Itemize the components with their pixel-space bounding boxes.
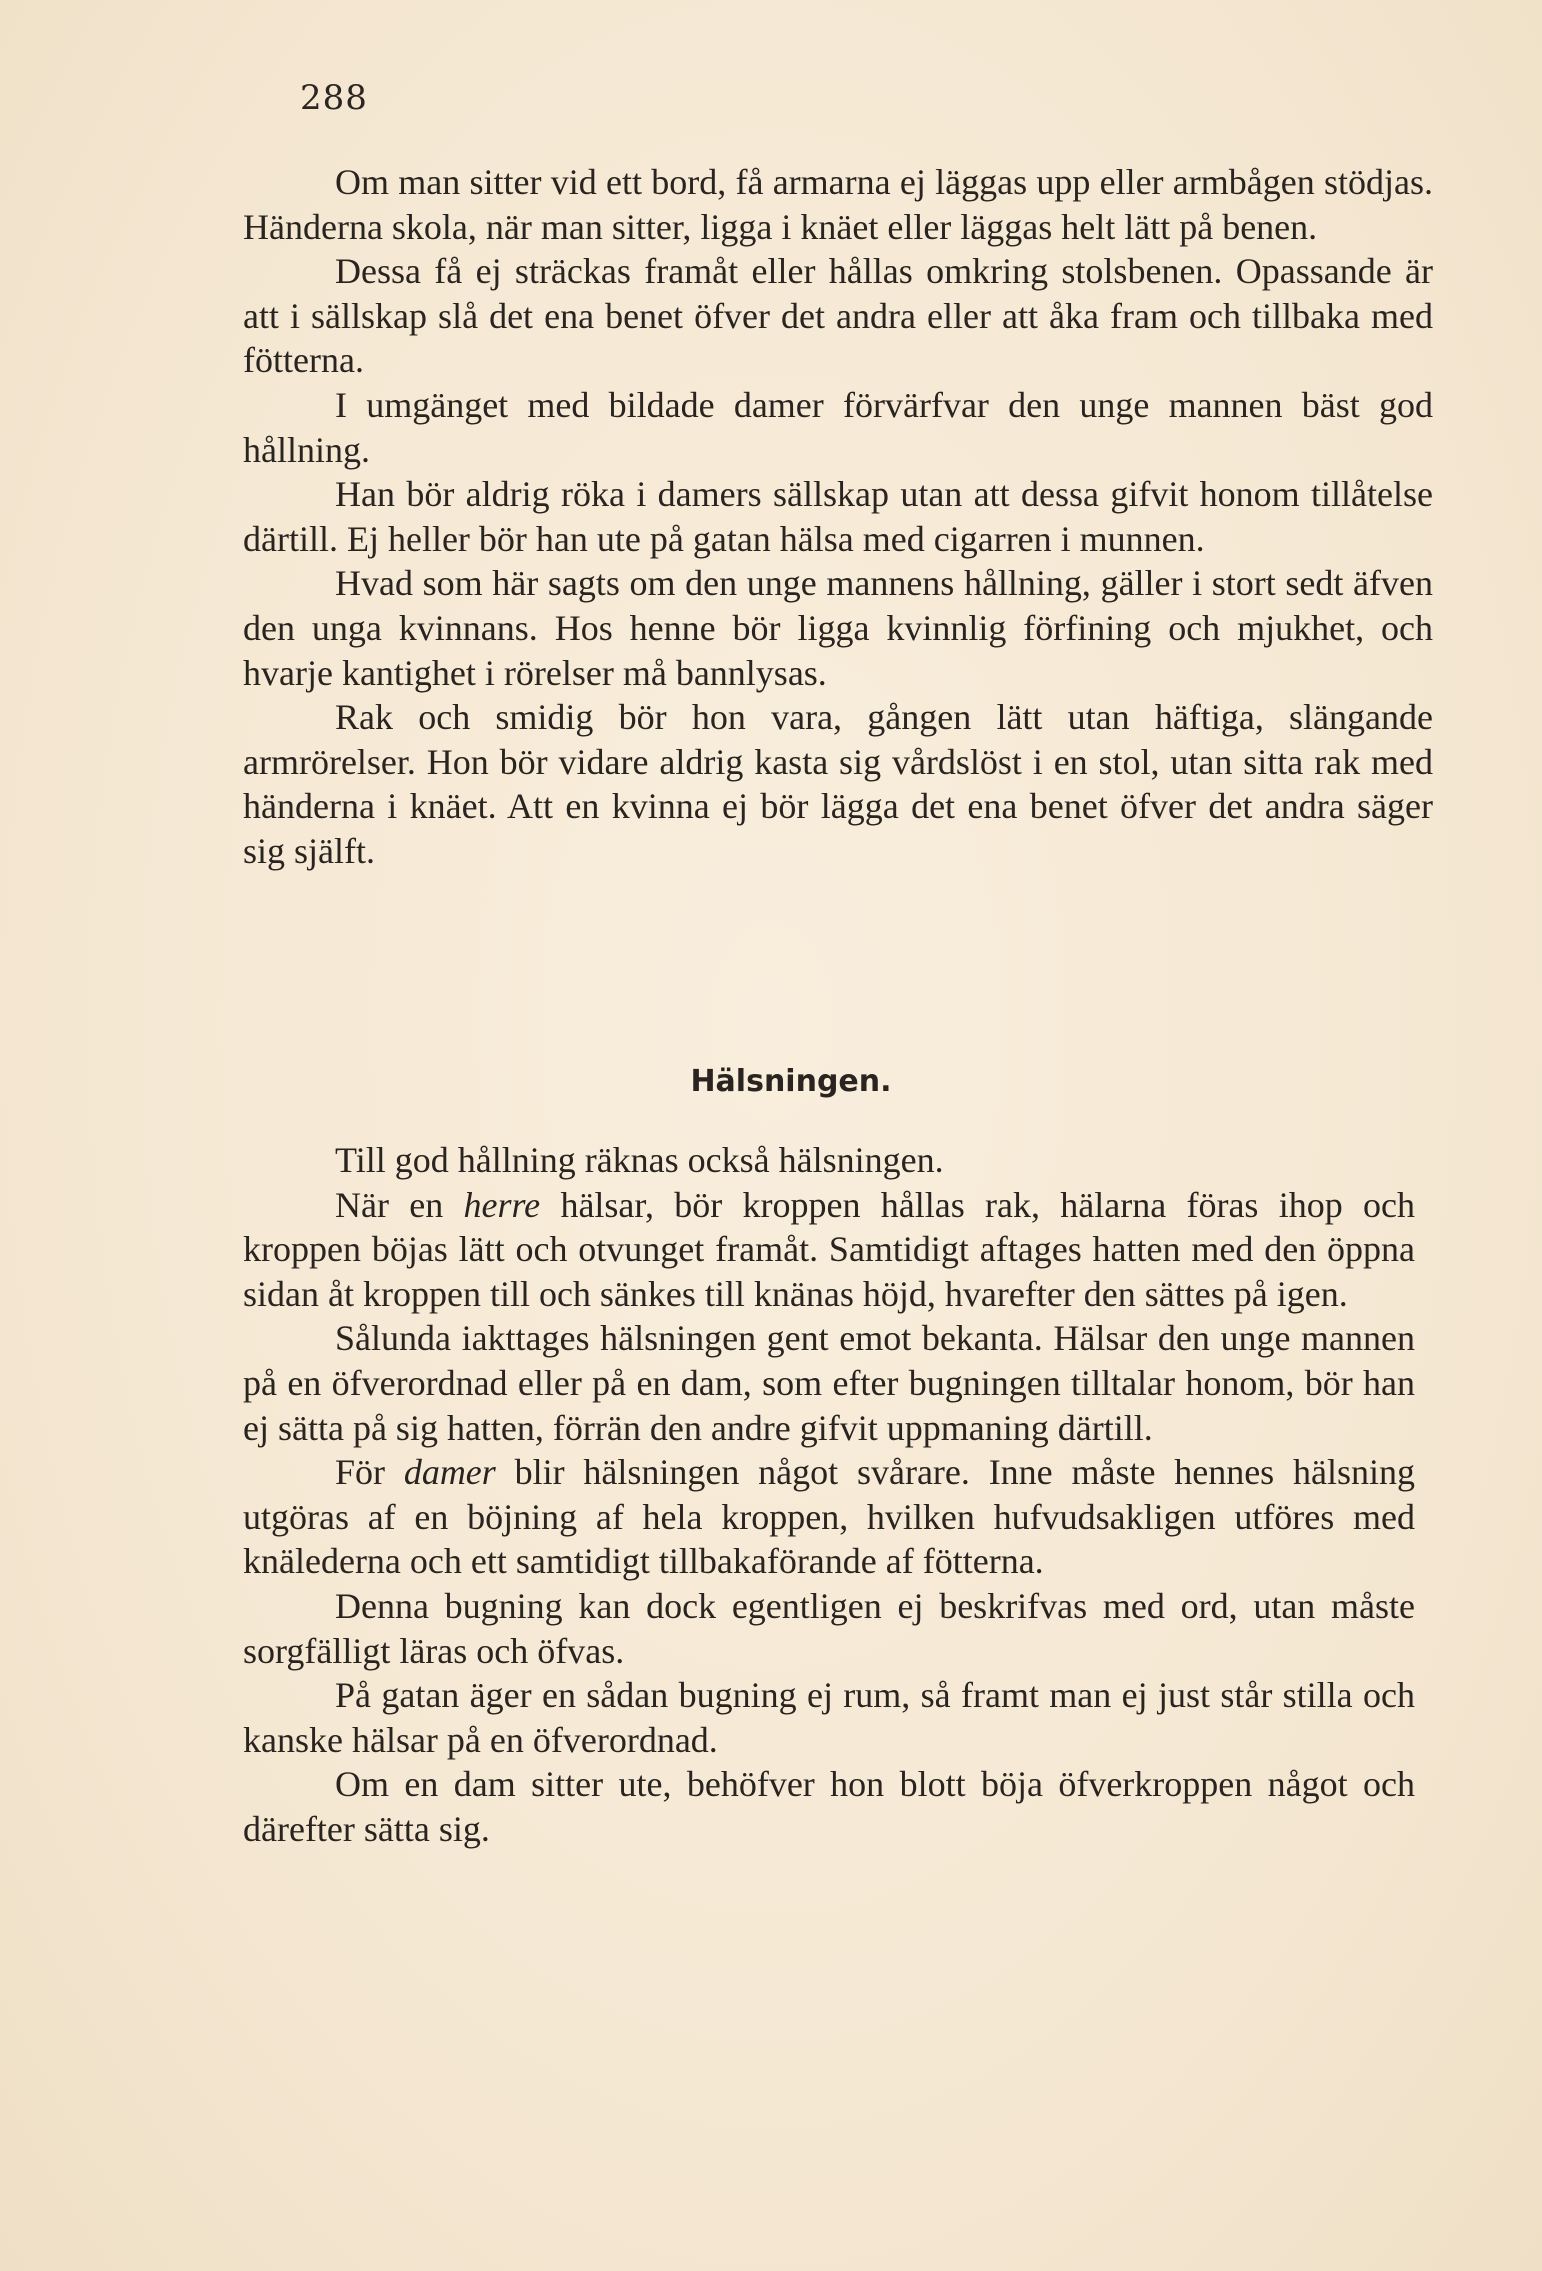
- page-number: 288: [300, 78, 368, 118]
- text-run: När en: [335, 1184, 464, 1225]
- paragraph: [243, 1450, 1415, 1584]
- paragraph: Till god hållning räknas också hälsningen.: [335, 1140, 944, 1180]
- paragraph: Han bör aldrig röka i damers sällskap utan att dessa gifvit honom tillåtelse därtill. Ej heller bör han ute på gatan hälsa med cigarren i munnen.: [243, 474, 1433, 559]
- text-run: blir hälsningen något svårare. Inne måste hennes hälsning utgöras af en böjning af hela kroppen, hvilken hufvudsakligen utföres med knälederna och ett samtidigt tillbakaförande af fötterna.: [243, 1452, 1415, 1582]
- paragraph: På gatan äger en sådan bugning ej rum, så framt man ej just står stilla och kanske hälsar på en öfverordnad.: [243, 1675, 1415, 1760]
- paragraph: Om en dam sitter ute, behöfver hon blott böja öfverkroppen något och därefter sätta sig.: [243, 1764, 1415, 1849]
- paragraph: I umgänget med bildade damer förvärfvar den unge mannen bäst god hållning.: [243, 384, 1433, 470]
- paragraph: Denna bugning kan dock egentligen ej beskrifvas med ord, utan måste sorgfälligt läras och öfvas.: [243, 1585, 1415, 1671]
- text-block-after-heading: [243, 1138, 1415, 1852]
- section-heading: Hälsningen.: [690, 1064, 892, 1099]
- emphasized-word: herre: [463, 1184, 541, 1225]
- text-run: hälsar, bör kroppen hållas rak, hälarna föras ihop och kroppen böjas lätt och otvunget framåt. Samtidigt aftages hatten med den öppna sidan åt kroppen till och sänkes till knänas höjd, hvarefter den sättes på igen.: [243, 1184, 1415, 1314]
- paragraph: Hvad som här sagts om den unge mannens hållning, gäller i stort sedt äfven den unga kvinnans. Hos henne bör ligga kvinnlig förfining och mjukhet, och hvarje kantighet i rörelser må bannlysas.: [243, 563, 1433, 693]
- paragraph: Om man sitter vid ett bord, få armarna ej läggas upp eller armbågen stödjas. Händerna skola, när man sitter, ligga i knäet eller läggas helt lätt på benen.: [243, 162, 1433, 247]
- paragraph: [243, 1183, 1415, 1317]
- text-block-before-heading: [243, 160, 1433, 874]
- text-run: För: [335, 1452, 404, 1493]
- paragraph: Rak och smidig bör hon vara, gången lätt utan häftiga, slängande armrörelser. Hon bör vidare aldrig kasta sig vårdslöst i en stol, utan sitta rak med händerna i knäet. Att en kvinna ej bör lägga det ena benet öfver det andra säger sig själft.: [243, 697, 1433, 871]
- emphasized-word: damer: [403, 1452, 496, 1493]
- paragraph: Sålunda iakttages hälsningen gent emot bekanta. Hälsar den unge mannen på en öfverordnad eller på en dam, som efter bugningen tilltalar honom, bör han ej sätta på sig hatten, förrän den andre gifvit uppmaning därtill.: [243, 1318, 1415, 1448]
- paragraph: Dessa få ej sträckas framåt eller hållas omkring stolsbenen. Opassande är att i sällskap slå det ena benet öfver det andra eller att åka fram och tillbaka med fötterna.: [243, 251, 1433, 381]
